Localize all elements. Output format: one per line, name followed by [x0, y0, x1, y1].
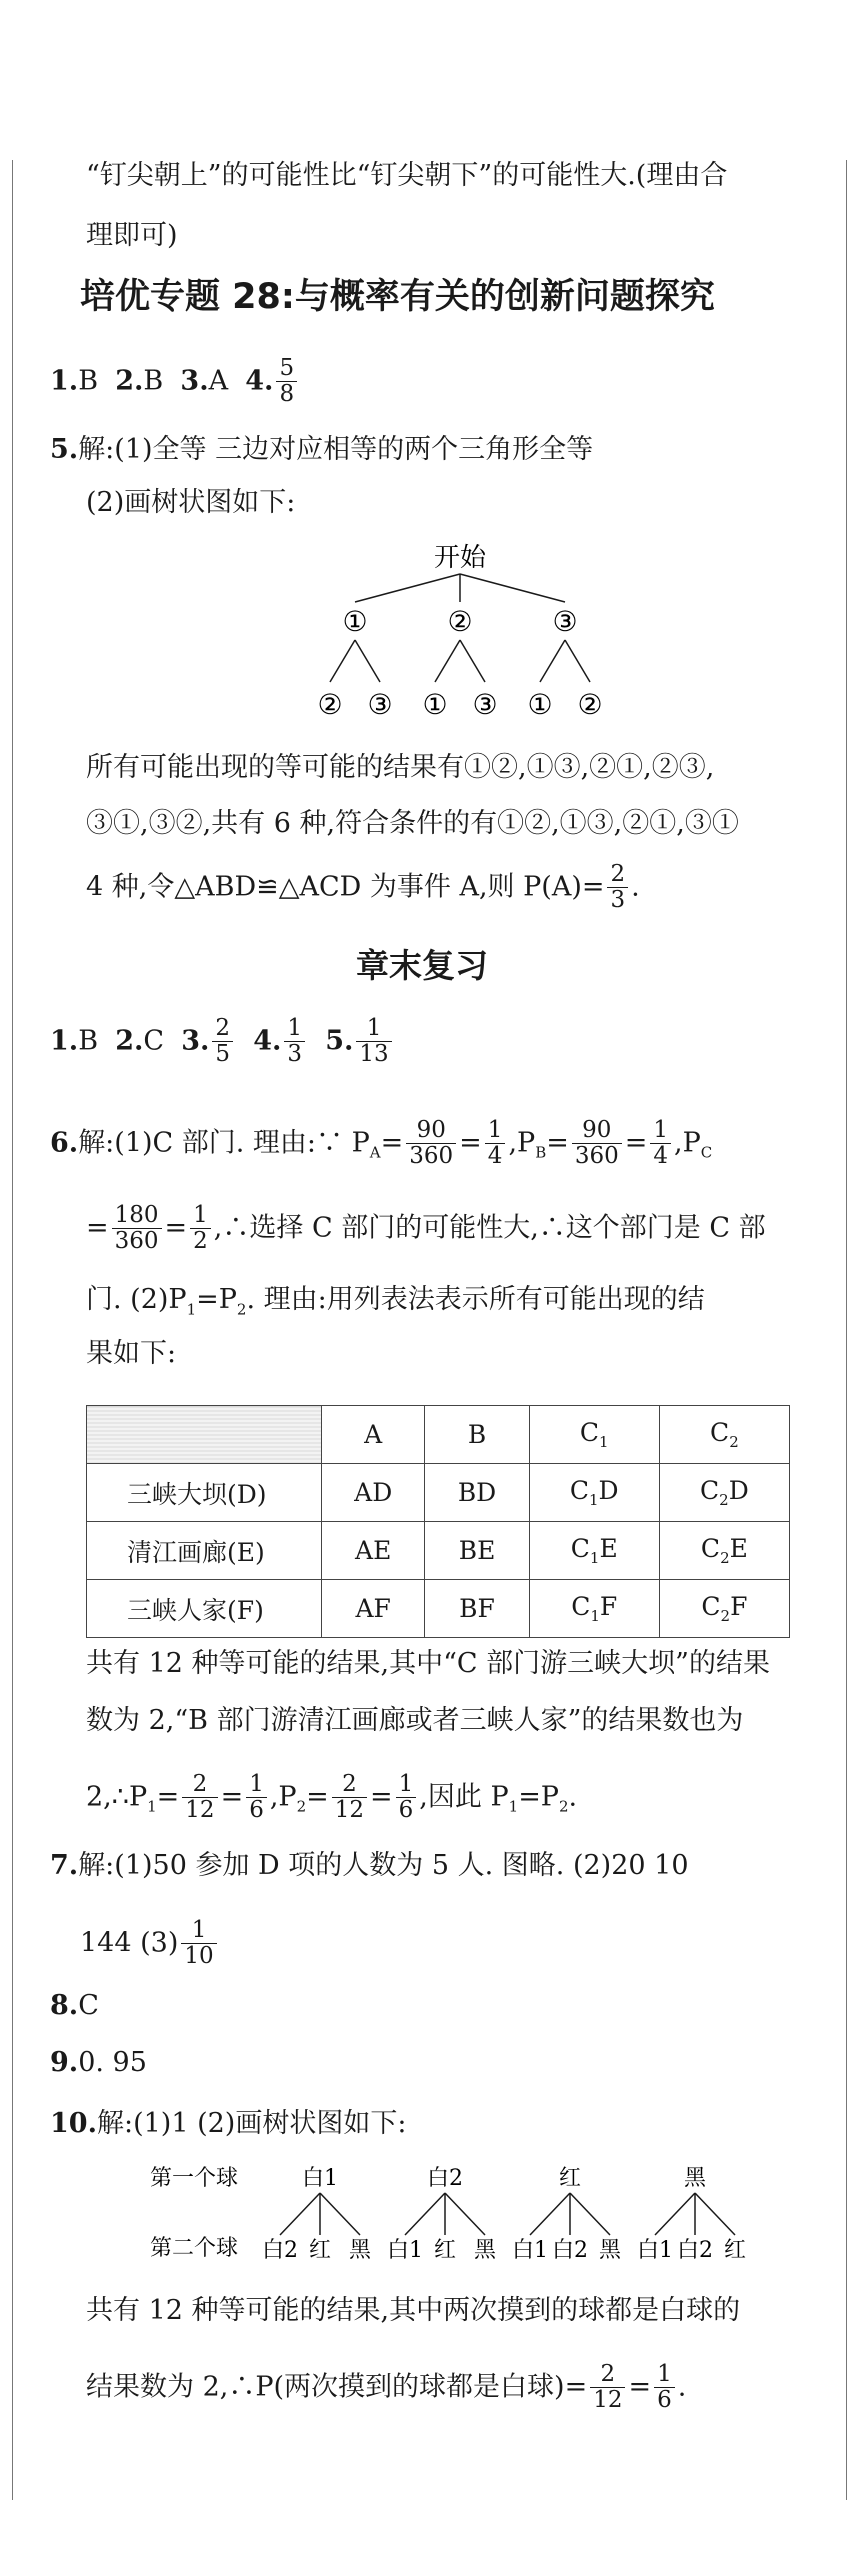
tree-diagram-1	[310, 534, 610, 734]
table-cell: $C_2D$	[659, 1464, 789, 1522]
s2-q10-line-2: 共有 12 种等可能的结果,其中两次摸到的球都是白球的	[86, 2295, 741, 2326]
text: 4 种,令△ABD≌△ACD 为事件 A,则 P(A)=	[86, 871, 605, 903]
fraction: $\frac{1}{4}$	[650, 1118, 671, 1170]
s1-q5-line-4: ③①,③②,共有 6 种,符合条件的有①②,①③,②①,③①	[86, 808, 739, 839]
text: .	[677, 2371, 687, 2403]
s2-answers-1-5	[50, 1016, 395, 1068]
s1-q5-line-3: 所有可能出现的等可能的结果有①②,①③,②①,②③,	[86, 752, 715, 783]
q-num: 2.	[115, 365, 144, 397]
text: =	[164, 1212, 188, 1244]
text: =	[156, 1781, 180, 1813]
text: ,P	[674, 1127, 701, 1159]
answer: B	[143, 365, 164, 397]
tree-diagram-2	[150, 2155, 790, 2275]
fraction: $\frac{2}{12}$	[590, 2362, 625, 2414]
tree-node-first: 黑	[683, 2166, 707, 2191]
text: ,P	[269, 1781, 297, 1813]
answer: A	[208, 365, 229, 397]
table-row	[87, 1580, 790, 1638]
s2-q6-line-1	[50, 1118, 712, 1170]
text: =	[220, 1781, 244, 1813]
text: 门. (2)P	[86, 1284, 187, 1315]
table-header: $C_1$	[529, 1406, 659, 1464]
table-cell: $C_1E$	[529, 1522, 659, 1580]
s2-q6-line-5: 共有 12 种等可能的结果,其中“C 部门游三峡大坝”的结果	[86, 1648, 770, 1679]
fraction: $\frac{90}{360}$	[406, 1118, 456, 1170]
s2-q6-line-6: 数为 2,“B 部门游清江画廊或者三峡人家”的结果数也为	[86, 1705, 744, 1736]
text: =	[459, 1127, 482, 1159]
s1-answers-1-4	[50, 356, 300, 408]
q-num: 6.	[50, 1127, 79, 1159]
subscript: 1	[186, 1300, 197, 1319]
tree-node-l2: ②	[317, 688, 343, 721]
fraction: $\frac{1}{6}$	[654, 2362, 675, 2414]
table-cell: BF	[425, 1580, 529, 1638]
text: 解:(1)全等 三边对应相等的两个三角形全等	[78, 434, 594, 465]
text: =P	[196, 1284, 237, 1315]
tree-node-l2: ①	[422, 688, 448, 721]
text: . 理由:用列表法表示所有可能出现的结	[246, 1284, 705, 1315]
tree-node-second: 白2	[552, 2238, 588, 2263]
tree-node-l1: ②	[447, 605, 473, 638]
text: ,∴选择 C 部门的可能性大,∴这个部门是 C 部	[213, 1212, 766, 1244]
text: =	[546, 1127, 569, 1159]
tree-node-first: 白2	[427, 2166, 463, 2191]
subscript: 2	[558, 1797, 569, 1816]
s2-q6-line-2	[86, 1203, 766, 1255]
table-cell: AD	[322, 1464, 425, 1522]
fraction: $\frac{1}{2}$	[190, 1203, 211, 1255]
table-cell: BD	[425, 1464, 529, 1522]
fraction: $\frac{1}{4}$	[485, 1118, 506, 1170]
table-cell: $C_2F$	[659, 1580, 789, 1638]
q-num: 8.	[50, 1990, 79, 2021]
tree-node-second: 白2	[677, 2238, 713, 2263]
fraction: $\frac{2}{12}$	[332, 1772, 367, 1824]
tree-node-second: 黑	[598, 2238, 622, 2263]
fraction: $\frac{1}{6}$	[396, 1772, 417, 1824]
fraction: $\frac{90}{360}$	[572, 1118, 622, 1170]
table-header: $C_2$	[659, 1406, 789, 1464]
text: .	[568, 1781, 578, 1813]
text: =	[370, 1781, 393, 1813]
tree-node-second: 黑	[348, 2238, 372, 2263]
text: ,P	[508, 1127, 536, 1159]
fraction: $\frac{1}{3}$	[284, 1016, 305, 1068]
subscript: 2	[296, 1797, 307, 1816]
text: 144 (3)	[80, 1927, 179, 1959]
fraction: $\frac{5}{8}$	[276, 356, 297, 408]
tree-level-label: 第一个球	[150, 2166, 239, 2191]
tree-node-first: 白1	[302, 2166, 338, 2191]
table-corner	[87, 1406, 322, 1464]
s2-q9	[50, 2047, 147, 2079]
tree-node-second: 红	[723, 2238, 747, 2263]
s1-q5-line-2: (2)画树状图如下:	[86, 487, 296, 518]
tree-node-l1: ③	[552, 605, 578, 638]
table-header-row	[87, 1406, 790, 1464]
tree-node-l2: ③	[472, 688, 498, 721]
tree-node-second: 黑	[473, 2238, 497, 2263]
tree-node-l2: ①	[527, 688, 553, 721]
text: 解:(1)50 参加 D 项的人数为 5 人. 图略. (2)20 10	[78, 1850, 689, 1881]
s1-q5-line-5	[86, 862, 640, 914]
s2-q10-line-1	[50, 2108, 406, 2140]
table-cell: BE	[425, 1522, 529, 1580]
tree-level-label: 第二个球	[150, 2236, 239, 2261]
text: 解:(1)1 (2)画树状图如下:	[96, 2108, 407, 2139]
text: =	[86, 1212, 109, 1244]
right-margin-rule	[846, 160, 847, 2500]
tree-node-second: 白1	[637, 2238, 673, 2263]
subscript: C	[700, 1143, 713, 1162]
answer: C	[78, 1990, 99, 2021]
q-num: 1.	[50, 1025, 79, 1057]
subscript: B	[535, 1143, 547, 1162]
fraction: $\frac{2}{5}$	[212, 1016, 233, 1068]
answer: B	[78, 1025, 99, 1057]
q-num: 3.	[180, 365, 209, 397]
s1-q5-line-1	[50, 434, 593, 466]
q-num: 1.	[50, 365, 79, 397]
table-cell: $C_1F$	[529, 1580, 659, 1638]
intro-line-1: “钉尖朝上”的可能性比“钉尖朝下”的可能性大.(理由合	[86, 160, 728, 191]
fraction: $\frac{1}{13}$	[356, 1016, 391, 1068]
table-header: A	[322, 1406, 425, 1464]
q-num: 9.	[50, 2047, 79, 2078]
subscript: 2	[236, 1300, 247, 1319]
fraction: $\frac{1}{6}$	[246, 1772, 267, 1824]
tree-node-second: 红	[433, 2238, 457, 2263]
tree-node-second: 白1	[387, 2238, 423, 2263]
table-cell: $C_2E$	[659, 1522, 789, 1580]
q-num: 10.	[50, 2108, 97, 2139]
tree-node-first: 红	[558, 2166, 582, 2191]
q-num: 5.	[325, 1025, 354, 1057]
q-num: 2.	[115, 1025, 144, 1057]
answer: B	[78, 365, 99, 397]
text: =P	[518, 1781, 559, 1813]
s2-q8	[50, 1990, 99, 2022]
s2-q7-line-2	[80, 1918, 220, 1970]
answer: 0. 95	[78, 2047, 147, 2078]
results-table	[86, 1405, 790, 1638]
text: =	[624, 1127, 648, 1159]
intro-line-2: 理即可)	[86, 220, 178, 251]
tree-node-second: 白1	[512, 2238, 548, 2263]
s2-q6-line-7	[86, 1772, 577, 1824]
tree-node-l2: ③	[367, 688, 393, 721]
q-num: 7.	[50, 1850, 79, 1881]
table-cell: $C_1D$	[529, 1464, 659, 1522]
text: 结果数为 2,∴P(两次摸到的球都是白球)=	[86, 2371, 588, 2403]
subscript: A	[369, 1143, 381, 1162]
table-header: B	[425, 1406, 529, 1464]
s2-q6-line-3	[86, 1284, 705, 1318]
fraction: $\frac{2}{12}$	[182, 1772, 217, 1824]
q-num: 4.	[245, 365, 274, 397]
tree-node-l2: ②	[577, 688, 603, 721]
table-cell: AF	[322, 1580, 425, 1638]
row-label: 清江画廊(E)	[87, 1522, 322, 1580]
text: ,因此 P	[419, 1781, 509, 1813]
answer: C	[143, 1025, 165, 1057]
tree-root: 开始	[433, 543, 487, 573]
q-num: 5.	[50, 434, 79, 465]
table-row	[87, 1522, 790, 1580]
s2-q6-line-4: 果如下:	[86, 1338, 177, 1369]
row-label: 三峡大坝(D)	[87, 1464, 322, 1522]
s2-q10-line-3: 结果数为 2,∴P(两次摸到的球都是白球)= $\frac{2}{12}$ = $\frac{1}{6}$ .	[86, 2361, 687, 2414]
text: =	[380, 1127, 404, 1159]
section-title-2: 章末复习	[356, 946, 488, 985]
table-row	[87, 1464, 790, 1522]
q-num: 3.	[181, 1025, 210, 1057]
text: =	[306, 1781, 329, 1813]
fraction: $\frac{180}{360}$	[112, 1203, 162, 1255]
fraction: $\frac{2}{3}$	[607, 862, 628, 914]
table-cell: AE	[322, 1522, 425, 1580]
text: 解:(1)C 部门. 理由:∵ P	[78, 1127, 370, 1159]
row-label: 三峡人家(F)	[87, 1580, 322, 1638]
s2-q7-line-1	[50, 1850, 689, 1882]
tree-node-l1: ①	[342, 605, 368, 638]
text: .	[631, 871, 640, 903]
section-title-1: 培优专题 28:与概率有关的创新问题探究	[80, 277, 715, 317]
tree-node-second: 红	[308, 2238, 332, 2263]
tree-node-second: 白2	[262, 2238, 298, 2263]
subscript: 1	[147, 1797, 157, 1816]
left-margin-rule	[12, 160, 13, 2500]
text: 2,∴P	[86, 1781, 148, 1813]
fraction: $\frac{1}{10}$	[181, 1918, 216, 1970]
q-num: 4.	[253, 1025, 282, 1057]
subscript: 1	[508, 1797, 519, 1816]
